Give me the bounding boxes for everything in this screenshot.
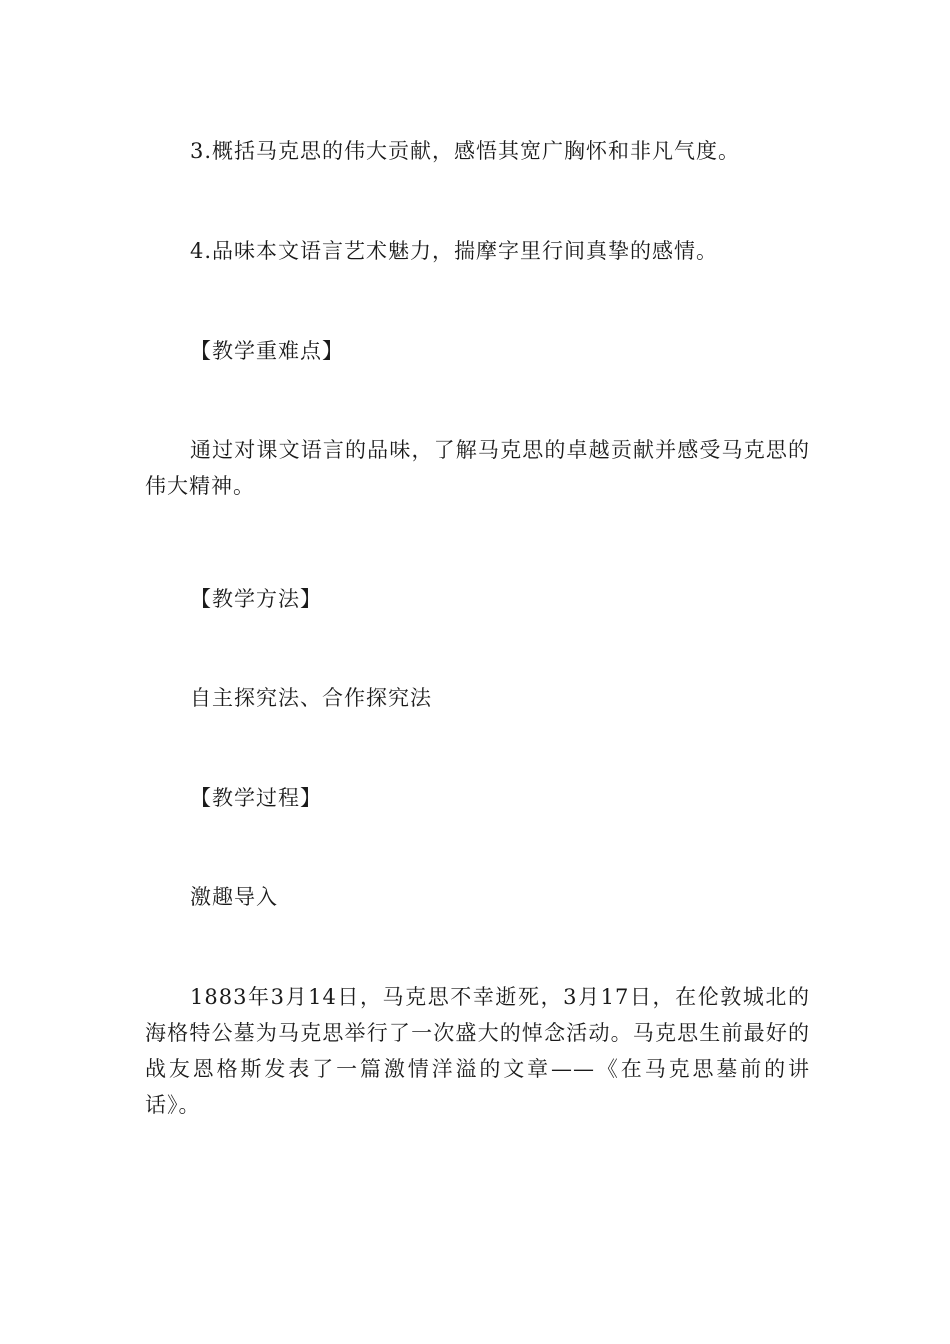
teaching-methods-text: 自主探究法、合作探究法 xyxy=(190,686,432,710)
subheading-introduction: 激趣导入 xyxy=(190,885,278,909)
key-points-text: 通过对课文语言的品味，了解马克思的卓越贡献并感受马克思的伟大精神。 xyxy=(145,438,810,498)
section-heading-teaching-process: 【教学过程】 xyxy=(190,786,322,810)
section-heading-key-points: 【教学重难点】 xyxy=(190,339,344,363)
objective-3-text: 3.概括马克思的伟大贡献，感悟其宽广胸怀和非凡气度。 xyxy=(190,139,741,163)
introduction-text: 1883年3月14日，马克思不幸逝死，3月17日，在伦敦城北的海格特公墓为马克思举行了一次盛大的悼念活动。马克思生前最好的战友恩格斯发表了一篇激情洋溢的文章——《在马克思墓前的讲话》。 xyxy=(145,985,810,1117)
objective-4-text: 4.品味本文语言艺术魅力，揣摩字里行间真挚的感情。 xyxy=(190,239,719,263)
section-heading-teaching-methods: 【教学方法】 xyxy=(190,587,322,611)
